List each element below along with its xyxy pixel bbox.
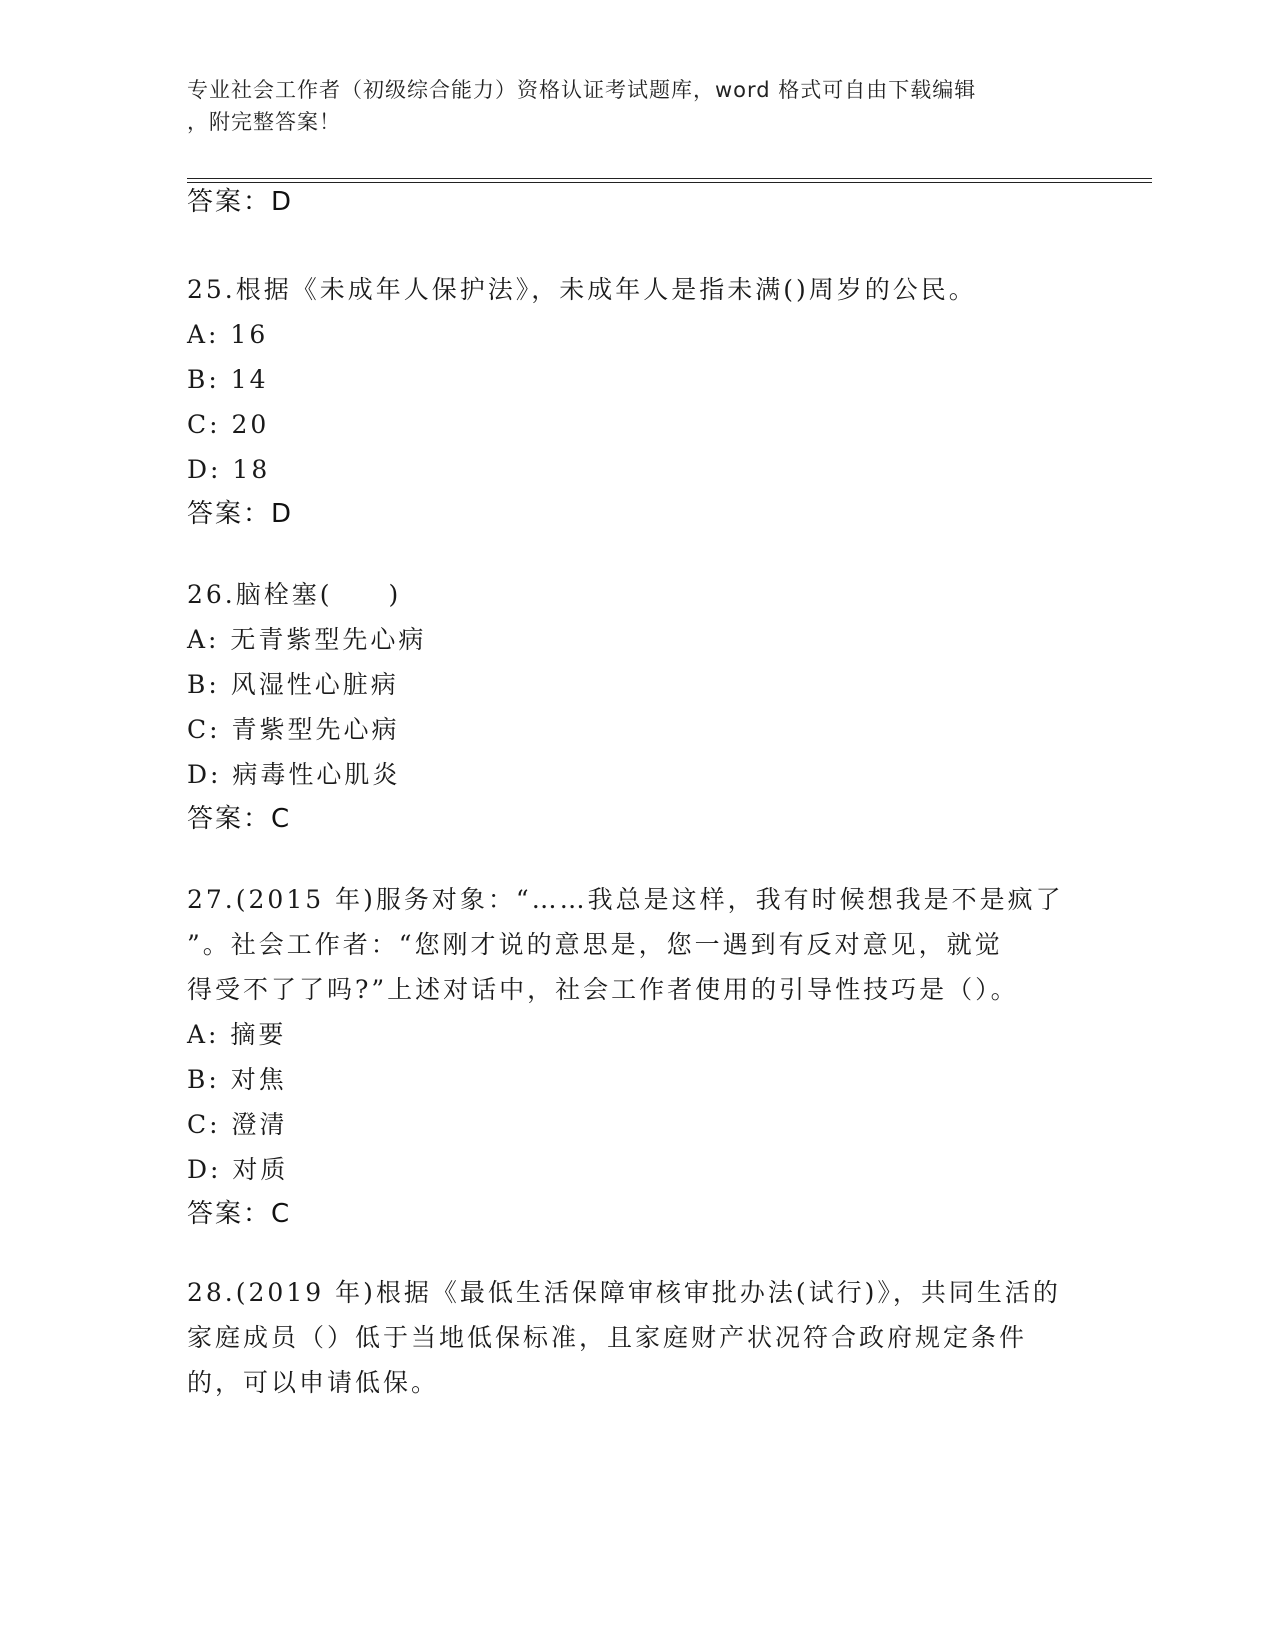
option-b: B: 对焦	[187, 1065, 287, 1094]
question-stem-line-1: 28.(2019 年)根据《最低生活保障审核审批办法(试行)》，共同生活的	[187, 1278, 1061, 1307]
page-header	[187, 74, 1067, 138]
option-d: D: 对质	[187, 1155, 289, 1184]
question-stem-line-3: 的，可以申请低保。	[187, 1368, 440, 1397]
option-d: D: 18	[187, 455, 271, 484]
question-25	[187, 267, 1087, 537]
option-a: A: 摘要	[187, 1020, 287, 1049]
question-27	[187, 877, 1087, 1237]
question-stem-line-3: 得受不了了吗?”上述对话中，社会工作者使用的引导性技巧是（）。	[187, 975, 1019, 1004]
option-a: A: 无青紫型先心病	[187, 625, 427, 654]
answer-line: 答案：D	[187, 187, 294, 217]
option-c: C: 澄清	[187, 1110, 288, 1139]
top-answer-block	[187, 180, 1087, 225]
question-stem-line-2: ”。社会工作者：“您刚才说的意思是，您一遇到有反对意见，就觉	[187, 930, 1003, 959]
question-stem-line-2: 家庭成员（）低于当地低保标准，且家庭财产状况符合政府规定条件	[187, 1323, 1028, 1352]
option-c: C: 20	[187, 410, 270, 439]
question-28	[187, 1270, 1087, 1405]
header-line-2: ，附完整答案！	[187, 110, 341, 134]
question-stem: 26.脑栓塞( )	[187, 580, 402, 609]
question-stem-line-1: 27.(2015 年)服务对象：“……我总是这样，我有时候想我是不是疯了	[187, 885, 1064, 914]
option-a: A: 16	[187, 320, 269, 349]
question-26	[187, 572, 1087, 842]
option-b: B: 风湿性心脏病	[187, 670, 399, 699]
question-stem: 25.根据《未成年人保护法》，未成年人是指未满()周岁的公民。	[187, 275, 977, 304]
answer-line: 答案：C	[187, 1199, 292, 1229]
option-b: B: 14	[187, 365, 269, 394]
header-line-1: 专业社会工作者（初级综合能力）资格认证考试题库，word 格式可自由下载编辑	[187, 78, 977, 102]
answer-line: 答案：D	[187, 499, 294, 529]
answer-line: 答案：C	[187, 804, 292, 834]
option-d: D: 病毒性心肌炎	[187, 760, 401, 789]
option-c: C: 青紫型先心病	[187, 715, 400, 744]
